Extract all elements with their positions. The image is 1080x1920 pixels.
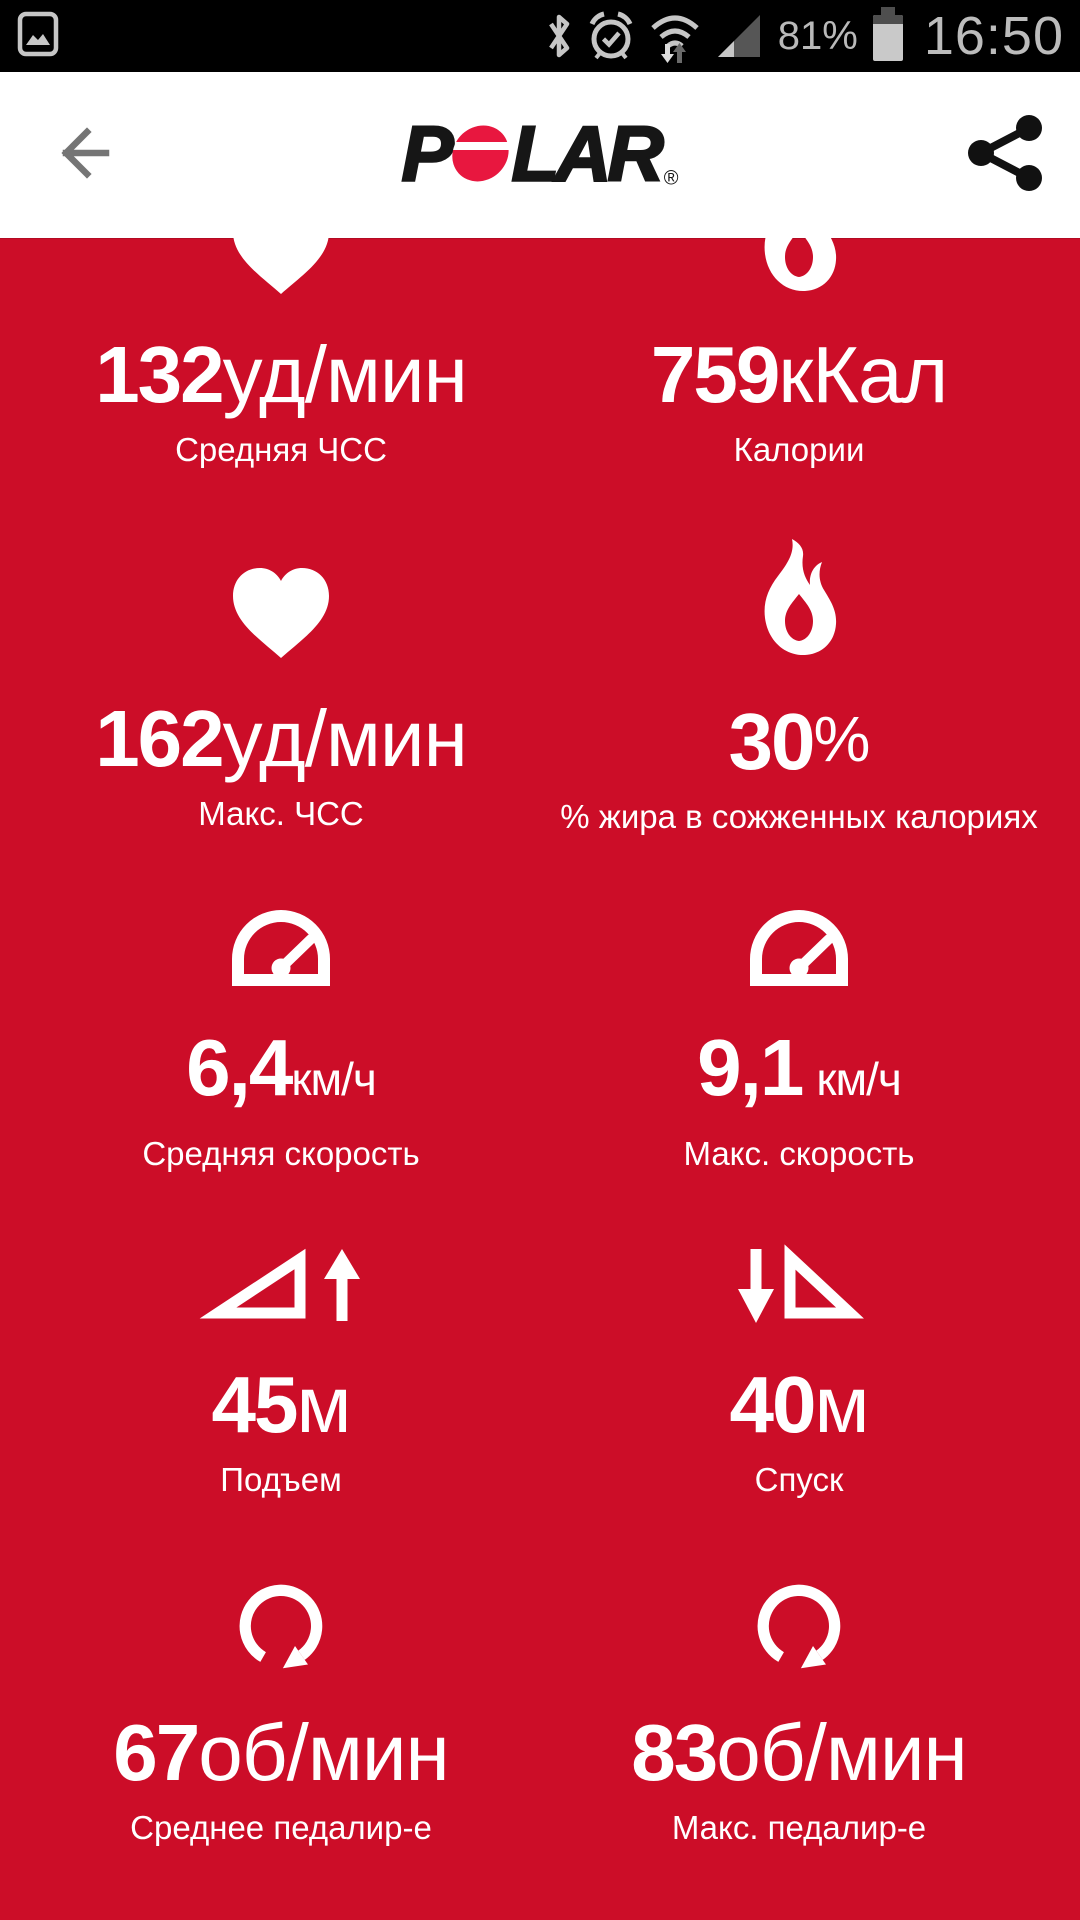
stat-cell	[22, 1195, 540, 1501]
stat-label: Макс. скорость	[683, 1135, 915, 1172]
stat-number: 30	[728, 697, 814, 786]
wifi-icon	[650, 8, 700, 64]
stat-value	[697, 1023, 901, 1119]
stat-label: % жира в сожженных калориях	[560, 798, 1038, 835]
stat-number: 9,1	[697, 1023, 803, 1112]
stat-cell	[540, 238, 1058, 471]
stat-label: Калории	[733, 431, 865, 468]
back-arrow-icon	[57, 126, 111, 185]
stat-value	[728, 697, 870, 786]
clock-time: 16:50	[923, 6, 1064, 66]
stat-number: 40	[729, 1360, 815, 1449]
stat-row	[22, 858, 1058, 1175]
stat-unit: %	[813, 703, 870, 775]
cellular-signal-icon	[715, 12, 763, 60]
descent-icon	[736, 1195, 862, 1325]
stat-label: Средняя ЧСС	[175, 431, 387, 468]
stat-cell	[540, 529, 1058, 838]
stat-cell	[22, 1543, 540, 1849]
stat-unit: км/ч	[816, 1053, 901, 1105]
polar-logo-o	[450, 125, 512, 181]
stat-number: 67	[113, 1708, 199, 1797]
stat-unit: м	[814, 1360, 869, 1449]
ascent-icon	[202, 1195, 360, 1325]
share-button[interactable]	[960, 110, 1050, 200]
stat-value	[650, 330, 948, 419]
battery-percent: 81%	[777, 14, 858, 58]
stat-row	[22, 1195, 1058, 1501]
status-bar	[0, 0, 1080, 72]
workout-stats-grid	[0, 238, 1080, 1849]
stat-cell	[22, 858, 540, 1175]
cadence-icon	[752, 1543, 846, 1673]
stat-row	[22, 1543, 1058, 1849]
speedometer-icon	[748, 858, 850, 988]
stat-value	[729, 1360, 869, 1449]
battery-icon	[873, 7, 903, 65]
heart-icon	[231, 165, 331, 295]
stat-number: 45	[211, 1360, 297, 1449]
app-header	[0, 72, 1080, 238]
stat-row	[22, 529, 1058, 838]
cadence-icon	[234, 1543, 328, 1673]
stat-unit: уд/мин	[222, 694, 467, 783]
alarm-icon	[587, 10, 635, 62]
stat-value	[113, 1708, 449, 1797]
registered-mark: ®	[663, 167, 679, 190]
stat-value	[211, 1360, 351, 1449]
stat-label: Спуск	[754, 1461, 844, 1498]
share-icon	[966, 114, 1044, 197]
screenshot-gallery-icon	[16, 10, 60, 63]
bluetooth-icon	[546, 10, 572, 62]
stat-value	[186, 1023, 376, 1119]
stat-number: 6,4	[186, 1023, 292, 1112]
stat-number: 83	[631, 1708, 717, 1797]
stat-value	[95, 694, 467, 783]
stat-unit: об/мин	[198, 1708, 449, 1797]
stat-label: Среднее педалир-е	[130, 1809, 432, 1846]
flame-icon	[761, 165, 837, 295]
flame-icon	[761, 529, 837, 659]
stat-unit: об/мин	[716, 1708, 967, 1797]
stat-row	[22, 238, 1058, 471]
stat-label: Средняя скорость	[142, 1135, 420, 1172]
polar-logo-lar: LAR	[511, 109, 660, 198]
stat-cell	[22, 529, 540, 838]
stat-number: 759	[650, 330, 779, 419]
stat-cell	[540, 858, 1058, 1175]
stat-unit: м	[296, 1360, 351, 1449]
stat-cell	[540, 1543, 1058, 1849]
polar-logo-p: P	[401, 109, 450, 198]
stat-value	[631, 1708, 967, 1797]
speedometer-icon	[230, 858, 332, 988]
stat-cell	[540, 1195, 1058, 1501]
stat-label: Подъем	[220, 1461, 342, 1498]
polar-logo	[401, 109, 679, 198]
stat-number: 132	[95, 330, 223, 419]
stat-unit: кКал	[778, 330, 948, 419]
stat-number: 162	[95, 694, 223, 783]
stat-cell	[22, 238, 540, 471]
stat-unit: уд/мин	[222, 330, 467, 419]
stat-unit: км/ч	[291, 1053, 376, 1105]
stat-value	[95, 330, 467, 419]
stat-label: Макс. ЧСС	[198, 795, 364, 832]
back-button[interactable]	[44, 115, 124, 195]
heart-icon	[231, 529, 331, 659]
stat-label: Макс. педалир-е	[671, 1809, 927, 1846]
